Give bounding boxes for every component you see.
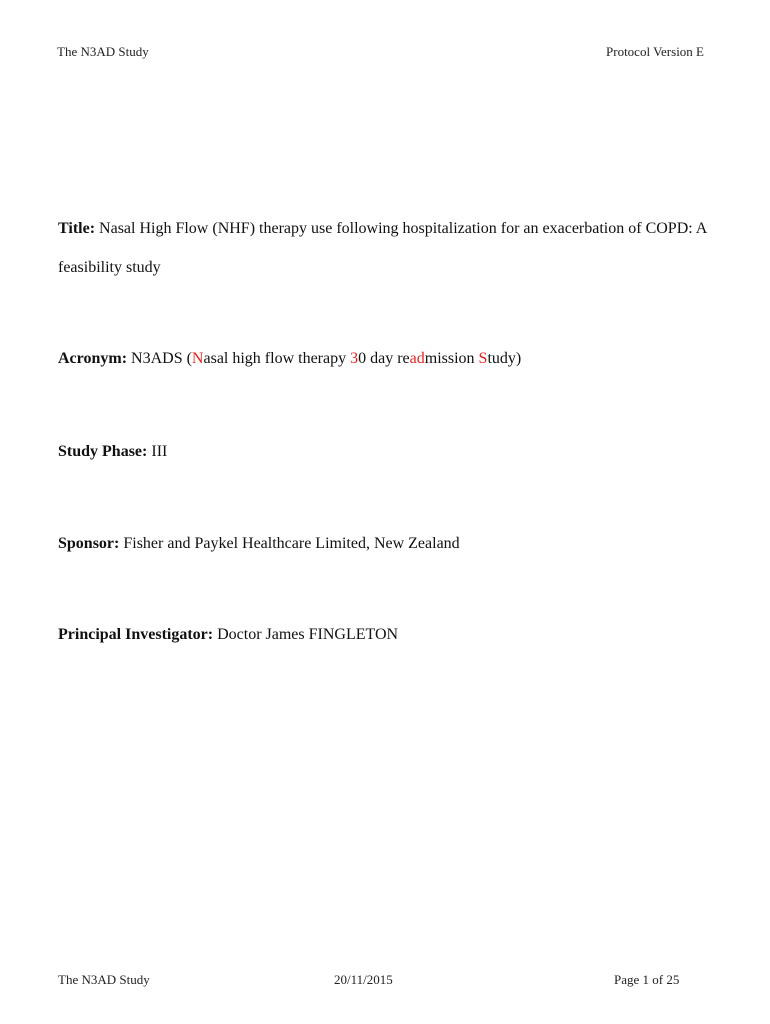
title-field bbox=[58, 209, 713, 287]
study-phase-value: III bbox=[151, 443, 168, 460]
acronym-text-segment: N3ADS ( bbox=[131, 350, 192, 367]
acronym-label: Acronym: bbox=[58, 350, 128, 367]
study-phase-field bbox=[58, 432, 713, 471]
acronym-highlight-letter: S bbox=[478, 350, 488, 367]
sponsor-label: Sponsor: bbox=[58, 535, 120, 552]
acronym-highlight-letter: ad bbox=[409, 350, 425, 367]
study-phase-label: Study Phase: bbox=[58, 443, 148, 460]
acronym-text-segment: 0 day re bbox=[358, 350, 410, 367]
sponsor-value: Fisher and Paykel Healthcare Limited, New Zealand bbox=[123, 535, 460, 552]
acronym-highlight-letter: 3 bbox=[350, 350, 359, 367]
acronym-text-segment: asal high flow therapy bbox=[203, 350, 351, 367]
footer-date: 20/11/2015 bbox=[334, 972, 393, 987]
principal-investigator-value: Doctor James FINGLETON bbox=[217, 626, 399, 643]
footer-page-number: Page 1 of 25 bbox=[614, 972, 680, 987]
acronym-value bbox=[131, 350, 521, 367]
sponsor-field bbox=[58, 524, 713, 563]
acronym-highlight-letter: N bbox=[191, 350, 204, 367]
title-label: Title: bbox=[58, 220, 96, 237]
acronym-text-segment: tudy) bbox=[487, 350, 522, 367]
header-study-name: The N3AD Study bbox=[57, 44, 149, 59]
acronym-text-segment: mission bbox=[424, 350, 479, 367]
title-value: Nasal High Flow (NHF) therapy use following hospitalization for an exacerbation of COPD: A feasibility study bbox=[58, 220, 707, 276]
header-protocol-version: Protocol Version E bbox=[606, 44, 704, 59]
acronym-field bbox=[58, 339, 713, 378]
footer-study-name: The N3AD Study bbox=[58, 972, 150, 987]
principal-investigator-label: Principal Investigator: bbox=[58, 626, 214, 643]
principal-investigator-field bbox=[58, 615, 713, 654]
